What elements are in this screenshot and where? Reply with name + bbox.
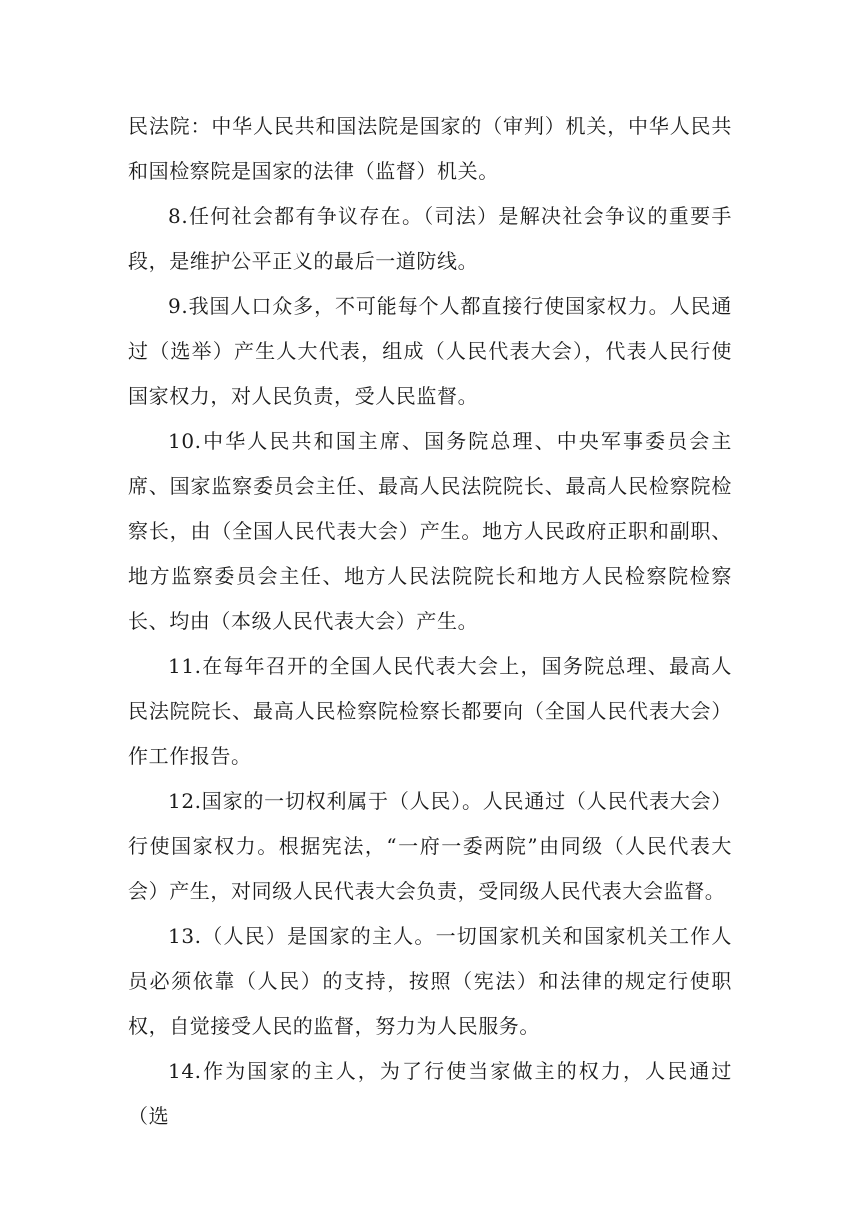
paragraph-item-8: 8.任何社会都有争议存在。（司法）是解决社会争议的重要手段，是维护公平正义的最后一道防线。 — [128, 204, 732, 273]
paragraph-continuation: 民法院：中华人民共和国法院是国家的（审判）机关，中华人民共和国检察院是国家的法律（监督）机关。 — [128, 114, 732, 183]
paragraph-item-14: 14.作为国家的主人，为了行使当家做主的权力，人民通过（选 — [128, 1059, 732, 1128]
document-body — [128, 104, 732, 1139]
paragraph-item-10: 10.中华人民共和国主席、国务院总理、中央军事委员会主席、国家监察委员会主任、最高人民法院院长、最高人民检察院检察长，由（全国人民代表大会）产生。地方人民政府正职和副职、地方监察委员会主任、地方人民法院院长和地方人民检察院检察长、均由（本级人民代表大会）产生。 — [128, 429, 732, 633]
paragraph-item-12: 12.国家的一切权利属于（人民）。人民通过（人民代表大会）行使国家权力。根据宪法，“一府一委两院”由同级（人民代表大会）产生，对同级人民代表大会负责，受同级人民代表大会监督。 — [128, 789, 732, 903]
paragraph-item-13: 13.（人民）是国家的主人。一切国家机关和国家机关工作人员必须依靠（人民）的支持，按照（宪法）和法律的规定行使职权，自觉接受人民的监督，努力为人民服务。 — [128, 924, 732, 1038]
paragraph-item-11: 11.在每年召开的全国人民代表大会上，国务院总理、最高人民法院院长、最高人民检察院检察长都要向（全国人民代表大会）作工作报告。 — [128, 654, 732, 768]
paragraph-item-9: 9.我国人口众多，不可能每个人都直接行使国家权力。人民通过（选举）产生人大代表，组成（人民代表大会），代表人民行使国家权力，对人民负责，受人民监督。 — [128, 294, 732, 408]
